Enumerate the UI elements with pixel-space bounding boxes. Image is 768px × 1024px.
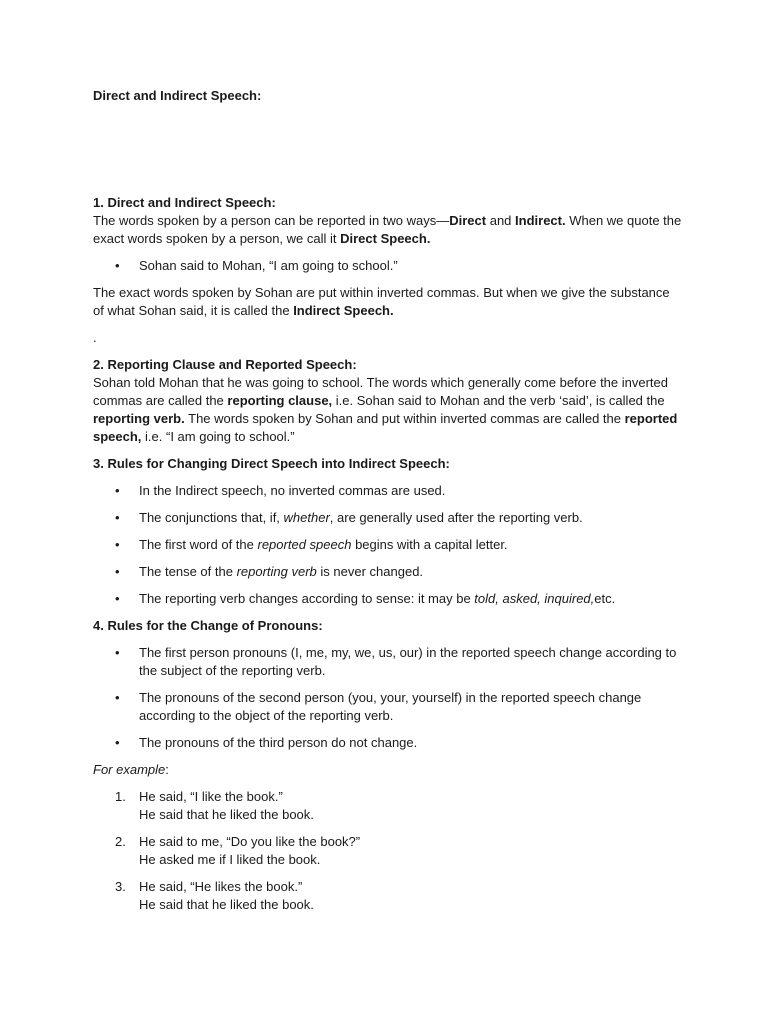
text-run: When we quote the exact words spoken by a person, we call it (93, 213, 682, 246)
text-run: The conjunctions that, if, (139, 510, 284, 525)
text-run: The exact words spoken by Sohan are put within inverted commas. But when we give the substance of what Sohan said, it is called the (93, 285, 670, 318)
text-run: The words spoken by Sohan and put within inverted commas are called the (184, 411, 625, 426)
example-number: 1. (115, 789, 126, 804)
paragraph-reporting (93, 374, 683, 446)
list-item (93, 644, 683, 680)
example-indirect: He said that he liked the book. (139, 807, 314, 822)
list-item (93, 563, 683, 581)
example-label (93, 761, 683, 779)
document-page (93, 87, 683, 914)
italic-for-example: For example (93, 762, 166, 777)
text-run: i.e. “I am going to school.” (141, 429, 295, 444)
stray-dot: . (93, 330, 97, 345)
bullet-icon: • (115, 483, 120, 498)
list-item (93, 257, 683, 275)
bullet-icon: • (115, 537, 120, 552)
list-item (93, 734, 683, 752)
bold-reported-speech: reported speech, (93, 411, 678, 444)
text-run: begins with a capital letter. (351, 537, 508, 552)
text-run: The words spoken by a person can be reported in two ways— (93, 213, 450, 228)
document-title: Direct and Indirect Speech: (93, 88, 262, 103)
example-indirect: He asked me if I liked the book. (139, 852, 321, 867)
example-list (93, 788, 683, 914)
italic-reported-speech: reported speech (257, 537, 352, 552)
bold-direct-speech: Direct Speech. (340, 231, 431, 246)
section-reporting-clause (93, 356, 683, 446)
paragraph-substance (93, 284, 683, 320)
list-item (93, 689, 683, 725)
bullet-list-s4 (93, 644, 683, 752)
italic-whether: whether (283, 510, 330, 525)
list-item-text: In the Indirect speech, no inverted commas are used. (139, 483, 446, 498)
list-item-text: The pronouns of the second person (you, your, yourself) in the reported speech change according to the object of the reporting verb. (139, 690, 642, 723)
section-pronouns (93, 617, 683, 914)
example-direct: He said, “I like the book.” (139, 789, 283, 804)
text-run: etc. (594, 591, 616, 606)
section-rules-direct-indirect (93, 455, 683, 608)
bullet-icon: • (115, 258, 120, 273)
text-run: , are generally used after the reporting verb. (329, 510, 583, 525)
example-item (93, 833, 683, 869)
example-number: 3. (115, 879, 126, 894)
bold-indirect: Indirect. (515, 213, 566, 228)
text-run: i.e. Sohan said to Mohan and the verb ‘said’, is called the (332, 393, 665, 408)
bold-direct: Direct (449, 213, 487, 228)
bullet-icon: • (115, 510, 120, 525)
list-item (93, 509, 683, 527)
example-direct: He said, “He likes the book.” (139, 879, 303, 894)
list-item (93, 482, 683, 500)
section-heading-4: 4. Rules for the Change of Pronouns: (93, 618, 323, 633)
bullet-list-s1 (93, 257, 683, 275)
text-run: The tense of the (139, 564, 237, 579)
section-heading-2: 2. Reporting Clause and Reported Speech: (93, 357, 357, 372)
bold-indirect-speech: Indirect Speech. (293, 303, 394, 318)
list-item-text: The first person pronouns (I, me, my, we, us, our) in the reported speech change according to the subject of the reporting verb. (139, 645, 677, 678)
example-item (93, 788, 683, 824)
list-item (93, 590, 683, 608)
italic-reporting-verb: reporting verb (236, 564, 317, 579)
list-item-text: The pronouns of the third person do not change. (139, 735, 418, 750)
text-run: is never changed. (316, 564, 424, 579)
example-direct: He said to me, “Do you like the book?” (139, 834, 361, 849)
text-run: Sohan told Mohan that he was going to school. The words which generally come before the inverted commas are called the (93, 375, 668, 408)
section-heading-3: 3. Rules for Changing Direct Speech into Indirect Speech: (93, 456, 450, 471)
example-indirect: He said that he liked the book. (139, 897, 314, 912)
text-run: The first word of the (139, 537, 258, 552)
bold-reporting-clause: reporting clause, (227, 393, 333, 408)
italic-verbs: told, asked, inquired, (474, 591, 595, 606)
section-heading-1: 1. Direct and Indirect Speech: (93, 195, 276, 210)
text-run: and (486, 213, 516, 228)
paragraph-two-ways (93, 212, 683, 248)
bullet-icon: • (115, 690, 120, 705)
list-item (93, 536, 683, 554)
bullet-icon: • (115, 591, 120, 606)
bullet-icon: • (115, 735, 120, 750)
bold-reporting-verb: reporting verb. (93, 411, 185, 426)
bullet-icon: • (115, 564, 120, 579)
bullet-icon: • (115, 645, 120, 660)
example-number: 2. (115, 834, 126, 849)
list-item-text: Sohan said to Mohan, “I am going to school.” (139, 258, 398, 273)
example-item (93, 878, 683, 914)
bullet-list-s3 (93, 482, 683, 608)
text-run: The reporting verb changes according to sense: it may be (139, 591, 475, 606)
section-direct-indirect (93, 194, 683, 347)
text-run: : (165, 762, 169, 777)
